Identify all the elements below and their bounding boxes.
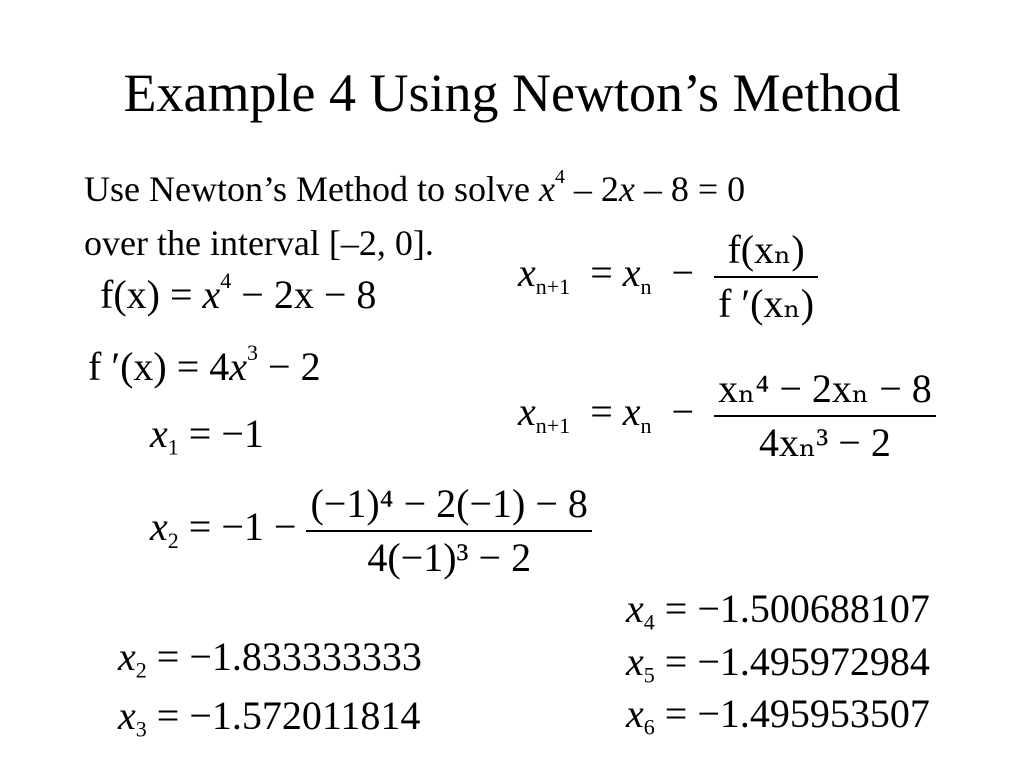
problem-line-1: Use Newton’s Method to solve $x^4 - 2x - 8 = 0$	[84, 166, 746, 209]
result-x4: $x_4 = -1.500688107$	[626, 586, 930, 635]
x2-calculation: $x_2 = -1$ − $\frac{\text{(−1)⁴ − 2(−1) − 8}}{\text{4(−1)³ − 2}}$	[150, 480, 592, 582]
initial-guess: $x_1 = -1$	[150, 411, 264, 460]
newton-expanded-fraction: $\frac{\text{xₙ⁴ − 2xₙ − 8}}{\text{4xₙ³ − 2}}$	[714, 365, 936, 467]
result-x5: $x_5 = -1.495972984$	[626, 639, 930, 688]
slide-title: Example 4 Using Newton’s Method	[123, 63, 901, 123]
derivative-definition: f $'(x) = 4x^3 - 2$	[88, 340, 321, 389]
newton-formula-fraction: $\frac{\text{f(xₙ)}}{\text{f ′(xₙ)}}$	[714, 226, 818, 328]
x2-calculation-fraction: $\frac{\text{(−1)⁴ − 2(−1) − 8}}{\text{4(−1)³ − 2}}$	[306, 480, 591, 582]
function-definition: $f(x) = x^4 - 2x - 8$	[100, 268, 377, 317]
result-x6: $x_6 = -1.495953507$	[626, 691, 930, 740]
problem-line-2: over the interval [–2, 0].	[84, 222, 434, 263]
result-x2: $x_2 = -1.833333333$	[118, 634, 422, 683]
newton-expanded: $x_{n+1} = x_n$ − $\frac{\text{xₙ⁴ − 2xₙ − 8}}{\text{4xₙ³ − 2}}$	[518, 365, 936, 467]
newton-formula: $x_{n+1} = x_n$ − $\frac{\text{f(xₙ)}}{\text{f ′(xₙ)}}$	[518, 226, 818, 328]
result-x3: $x_3 = -1.572011814$	[118, 693, 421, 742]
